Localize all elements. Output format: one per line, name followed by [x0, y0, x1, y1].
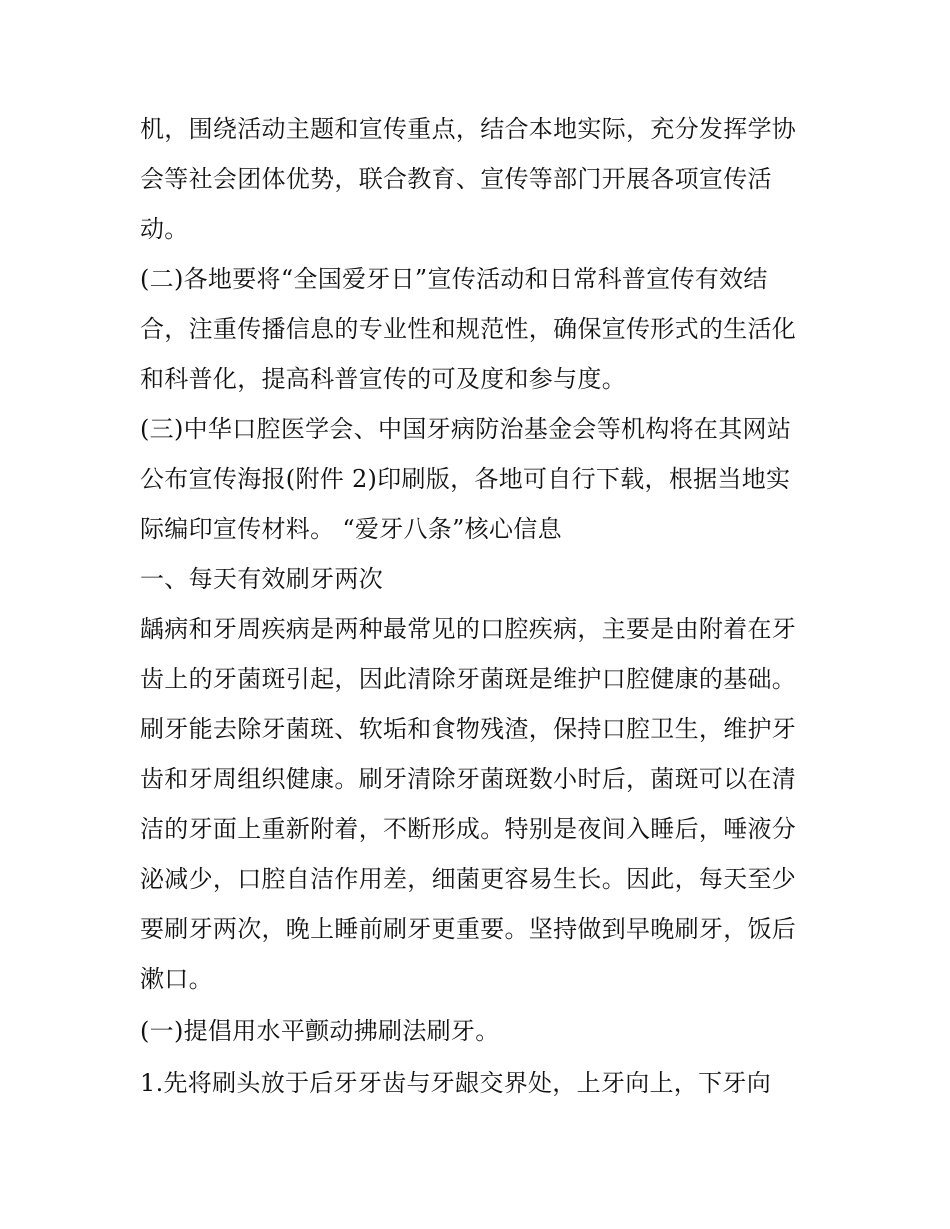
text-line: 漱口。 [140, 965, 213, 993]
body-text [140, 104, 830, 1108]
text-line: 会等社会团体优势，联合教育、宣传等部门开展各项宣传活 [140, 165, 772, 193]
section-heading: 一、每天有效刷牙两次 [140, 565, 383, 593]
text-line: 际编印宣传材料。 “爱牙八条”核心信息 [140, 515, 562, 543]
section-heading: (三)中华口腔医学会、中国牙病防治基金会等机构将在其网站 [140, 415, 792, 443]
text-line: 洁的牙面上重新附着，不断形成。特别是夜间入睡后，唾液分 [140, 815, 797, 843]
section-heading: (二)各地要将“全国爱牙日”宣传活动和日常科普宣传有效结 [140, 265, 768, 293]
text-line: 齿和牙周组织健康。刷牙清除牙菌斑数小时后，菌斑可以在清 [140, 765, 797, 793]
text-line: 合，注重传播信息的专业性和规范性，确保宣传形式的生活化 [140, 315, 797, 343]
text-line: 1.先将刷头放于后牙牙齿与牙龈交界处，上牙向上，下牙向 [140, 1069, 771, 1097]
text-line: 机，围绕活动主题和宣传重点，结合本地实际，充分发挥学协 [140, 115, 797, 143]
text-line: 齿上的牙菌斑引起，因此清除牙菌斑是维护口腔健康的基础。 [140, 665, 797, 693]
text-line: 泌减少，口腔自洁作用差，细菌更容易生长。因此，每天至少 [140, 865, 797, 893]
text-line: 和科普化，提高科普宣传的可及度和参与度。 [140, 365, 626, 393]
text-line: 要刷牙两次，晚上睡前刷牙更重要。坚持做到早晚刷牙，饭后 [140, 915, 797, 943]
text-line: 龋病和牙周疾病是两种最常见的口腔疾病，主要是由附着在牙 [140, 615, 797, 643]
section-heading: (一)提倡用水平颤动拂刷法刷牙。 [140, 1017, 500, 1045]
text-line: 刷牙能去除牙菌斑、软垢和食物残渣，保持口腔卫生，维护牙 [140, 715, 797, 743]
text-line: 动。 [140, 215, 189, 243]
text-line: 公布宣传海报(附件 2)印刷版，各地可自行下载，根据当地实 [140, 465, 791, 493]
